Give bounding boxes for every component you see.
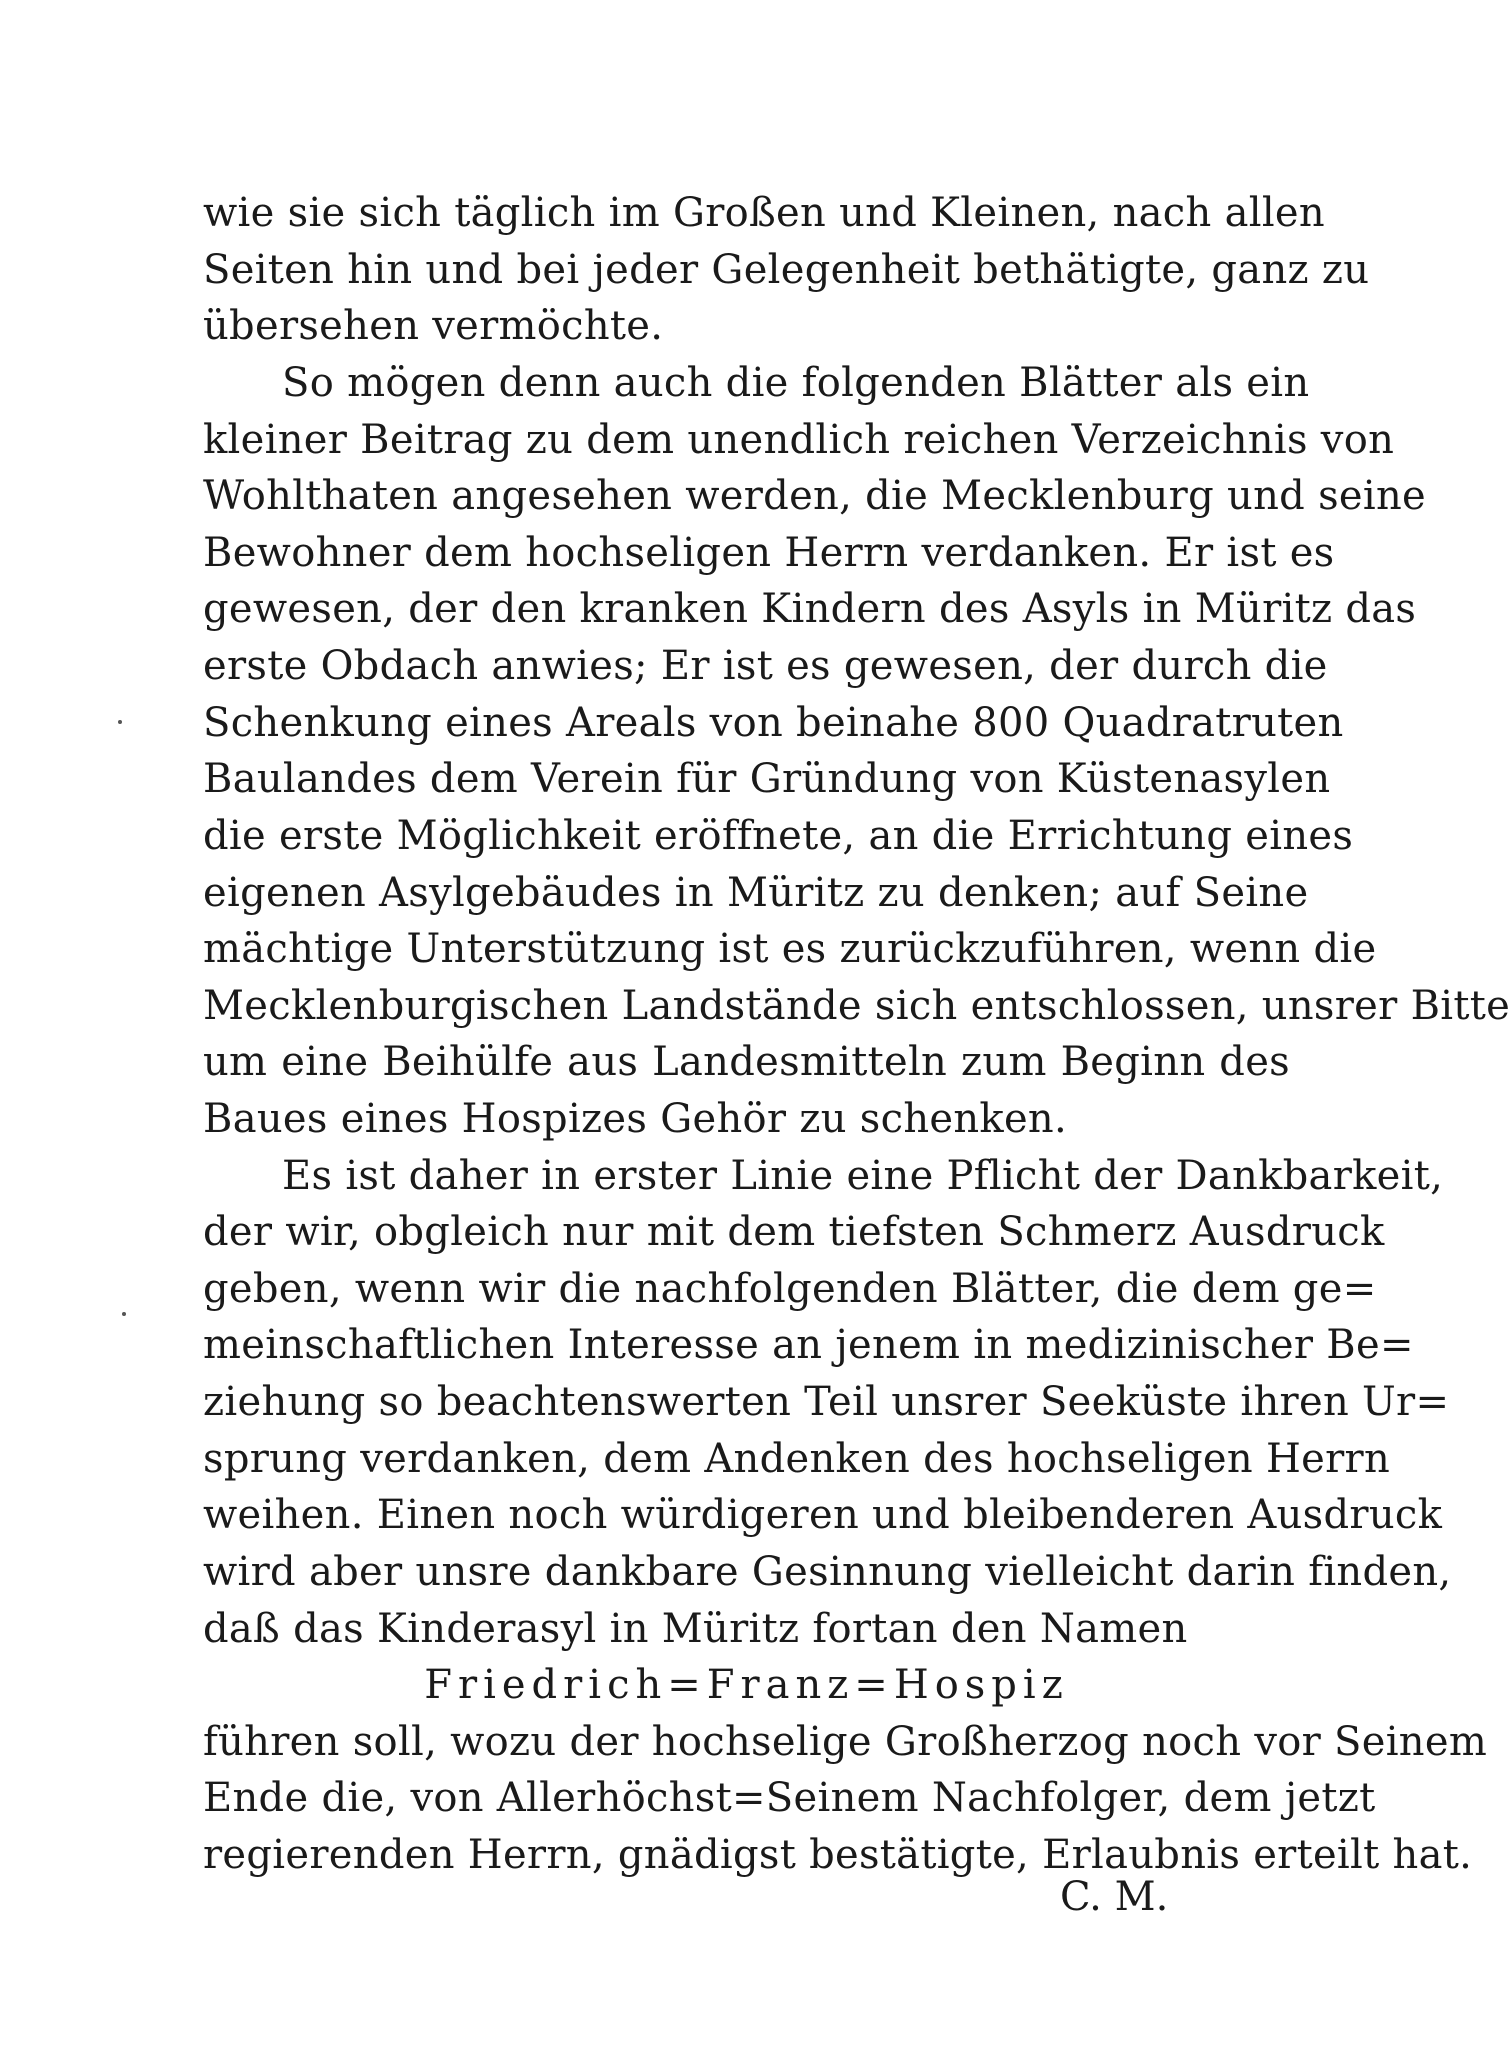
text-line: um eine Beihülfe aus Landesmitteln zum Beginn des bbox=[203, 1039, 1290, 1085]
text-line: erste Obdach anwies; Er ist es gewesen, der durch die bbox=[203, 643, 1328, 689]
text-line: gewesen, der den kranken Kindern des Asyls in Müritz das bbox=[203, 586, 1417, 632]
paragraph-start-line: Es ist daher in erster Linie eine Pflicht der Dankbarkeit, bbox=[282, 1153, 1444, 1199]
stray-mark bbox=[122, 1312, 126, 1316]
text-line: weihen. Einen noch würdigeren und bleibenderen Ausdruck bbox=[203, 1492, 1443, 1538]
text-line: Schenkung eines Areals von beinahe 800 Quadratruten bbox=[203, 700, 1344, 746]
text-line: Mecklenburgischen Landstände sich entschlossen, unsrer Bitte bbox=[203, 983, 1510, 1029]
text-line: sprung verdanken, dem Andenken des hochseligen Herrn bbox=[203, 1436, 1391, 1482]
text-line: führen soll, wozu der hochselige Großherzog noch vor Seinem bbox=[203, 1719, 1488, 1765]
text-line: ziehung so beachtenswerten Teil unsrer Seeküste ihren Ur= bbox=[203, 1379, 1450, 1425]
text-line: Bewohner dem hochseligen Herrn verdanken. Er ist es bbox=[203, 530, 1335, 576]
text-line: daß das Kinderasyl in Müritz fortan den Namen bbox=[203, 1606, 1188, 1652]
text-line: wie sie sich täglich im Großen und Kleinen, nach allen bbox=[203, 190, 1325, 236]
text-line: Ende die, von Allerhöchst=Seinem Nachfolger, dem jetzt bbox=[203, 1775, 1376, 1821]
text-line: Wohlthaten angesehen werden, die Mecklenburg und seine bbox=[203, 473, 1426, 519]
text-line: die erste Möglichkeit eröffnete, an die Errichtung eines bbox=[203, 813, 1354, 859]
text-line: übersehen vermöchte. bbox=[203, 303, 664, 349]
text-line: wird aber unsre dankbare Gesinnung vielleicht darin finden, bbox=[203, 1549, 1452, 1595]
text-line: der wir, obgleich nur mit dem tiefsten Schmerz Ausdruck bbox=[203, 1209, 1385, 1255]
paragraph-start-line: So mögen denn auch die folgenden Blätter als ein bbox=[282, 360, 1310, 406]
text-line: regierenden Herrn, gnädigst bestätigte, Erlaubnis erteilt hat. bbox=[203, 1832, 1473, 1878]
text-line: Baulandes dem Verein für Gründung von Küstenasylen bbox=[203, 756, 1331, 802]
text-line: eigenen Asylgebäudes in Müritz zu denken; auf Seine bbox=[203, 870, 1309, 916]
text-line: Seiten hin und bei jeder Gelegenheit bethätigte, ganz zu bbox=[203, 247, 1370, 293]
text-line: mächtige Unterstützung ist es zurückzuführen, wenn die bbox=[203, 926, 1377, 972]
text-line: kleiner Beitrag zu dem unendlich reichen Verzeichnis von bbox=[203, 417, 1395, 463]
text-line: meinschaftlichen Interesse an jenem in medizinischer Be= bbox=[203, 1322, 1414, 1368]
signature-initials: C. M. bbox=[1060, 1874, 1169, 1920]
text-line: Baues eines Hospizes Gehör zu schenken. bbox=[203, 1096, 1068, 1142]
text-line: geben, wenn wir die nachfolgenden Blätter, die dem ge= bbox=[203, 1266, 1377, 1312]
stray-mark bbox=[118, 720, 122, 724]
hospice-name: Friedrich=Franz=Hospiz bbox=[424, 1662, 1069, 1708]
